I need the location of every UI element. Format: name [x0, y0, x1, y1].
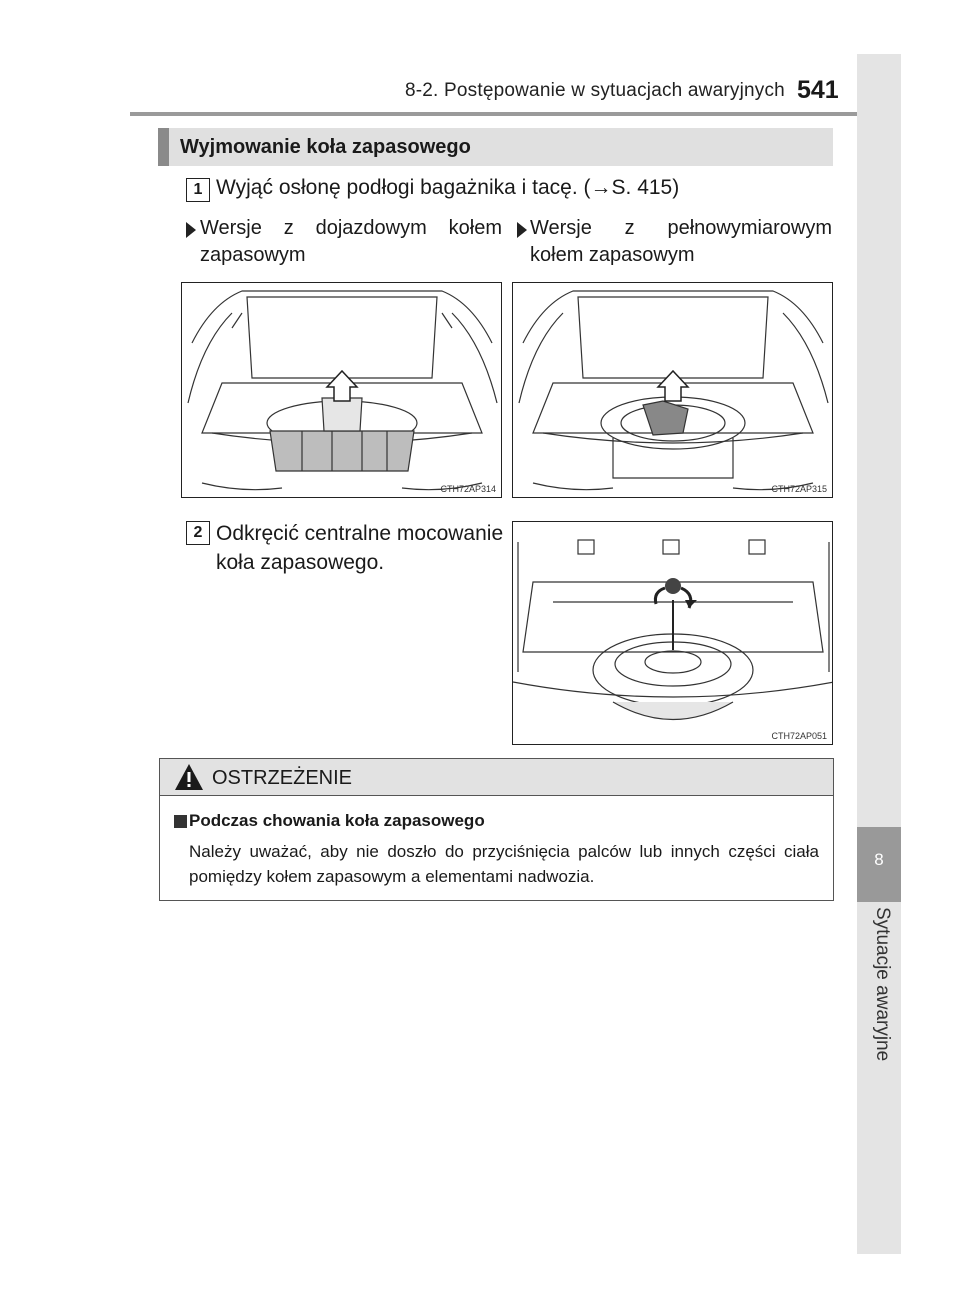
figure-code: CTH72AP315 — [771, 484, 827, 494]
section-title-bar — [158, 128, 833, 166]
step-2-text: Odkręcić centralne mocowanie koła zapasowego. — [216, 522, 504, 574]
chapter-number: 8 — [874, 850, 884, 869]
warning-title: OSTRZEŻENIE — [212, 767, 353, 789]
bullet-square-icon — [174, 815, 187, 828]
page-number: 541 — [797, 76, 839, 104]
warning-subheading: Podczas chowania koła zapasowego — [189, 811, 485, 830]
header-rule — [130, 112, 858, 116]
warning-triangle-icon — [174, 763, 204, 791]
figure-code: CTH72AP314 — [440, 484, 496, 494]
bullet-triangle-icon — [186, 222, 196, 238]
figure-spare-wheel-fastener — [512, 521, 833, 745]
figure-trunk-temporary-spare — [181, 282, 502, 498]
chapter-label: Sytuacje awaryjne — [872, 907, 893, 1062]
bullet-triangle-icon — [517, 222, 527, 238]
version-label-temporary-spare: Wersje z dojazdowym kołem zapasowym — [200, 217, 502, 266]
warning-header — [160, 759, 833, 796]
figure-code: CTH72AP051 — [771, 731, 827, 741]
warning-box — [159, 758, 834, 901]
warning-body: Należy uważać, aby nie doszło do przyciśnięcia palców lub innych części ciała pomiędzy kołem zapasowym a elementami nadwozia. — [189, 842, 819, 886]
running-header-section: 8-2. Postępowanie w sytuacjach awaryjnych — [405, 80, 785, 101]
trunk-illustration — [513, 283, 833, 498]
spare-wheel-illustration — [513, 522, 833, 745]
chapter-side-strip — [857, 54, 901, 1254]
figure-trunk-full-size-spare — [512, 282, 833, 498]
section-title: Wyjmowanie koła zapasowego — [180, 136, 471, 158]
trunk-illustration — [182, 283, 502, 498]
version-label-full-size-spare: Wersje z pełnowymiarowym kołem zapasowym — [530, 217, 832, 266]
step-1-text: Wyjąć osłonę podłogi bagażnika i tacę. (→S. 415) — [216, 176, 680, 199]
step-1-number: 1 — [186, 178, 210, 202]
step-2-number: 2 — [186, 521, 210, 545]
